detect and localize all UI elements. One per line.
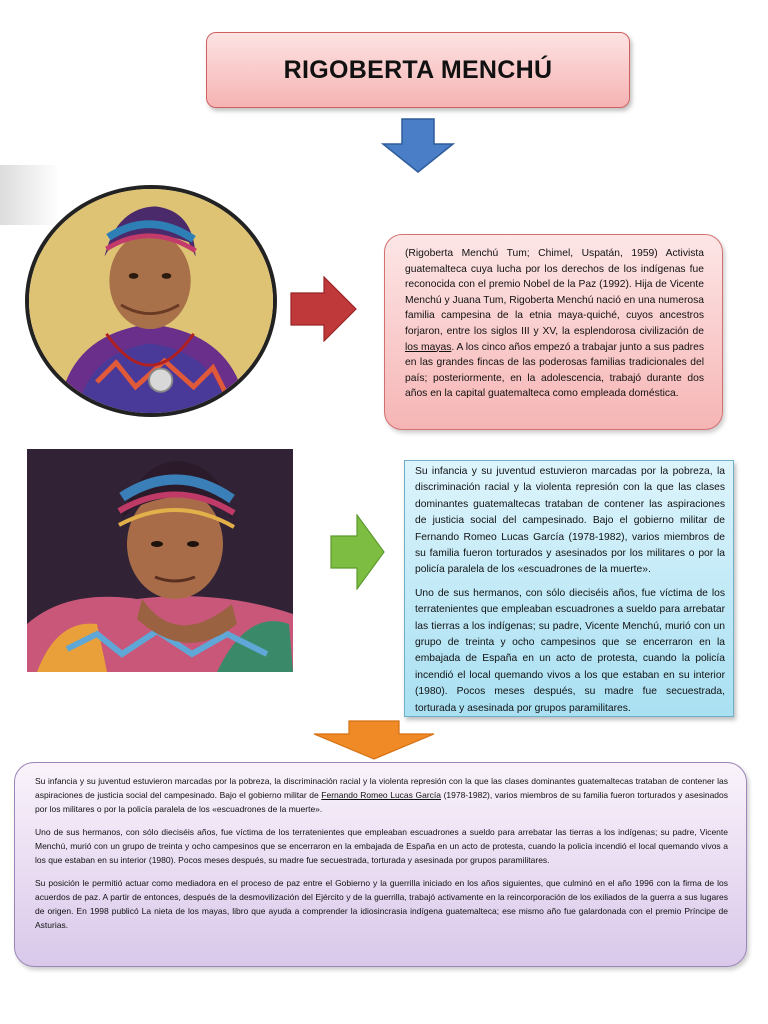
bio2-paragraph-1: Su infancia y su juventud estuvieron marcadas por la pobreza, la discriminación racial y la violenta represión con la que las clases dominantes guatemaltecas trataban de contener las aspiraciones de justicia social del campesinado. Bajo el gobierno militar de Fernando Romeo Lucas García (1978-1982), varios miembros de su familia fueron torturados y asesinados por los militares o por la policía paralela de los «escuadrones de la muerte». <box>415 466 725 576</box>
arrow-right-green-icon <box>330 514 386 590</box>
biography-intro-box <box>384 234 723 430</box>
bio3-p1-start: Su infancia y su juventud estuvieron marcadas por la pobreza, la discriminación racial y la violenta represión con la que las clases dominantes guatemaltecas trataban de contener las aspiraciones de justicia social del campesinado. Bajo el gobierno militar de <box>35 776 728 800</box>
bio3-paragraph-1 <box>35 774 728 816</box>
portrait-photo-rect <box>27 449 293 672</box>
bio1-text-start: (Rigoberta Menchú Tum; Chimel, Uspatán, 1959) Activista guatemalteca cuya lucha por los derechos de los indígenas fue reconocida con el premio Nobel de la Paz (1992). Hija de Vicente Menchú y Juana Tum, Rigoberta Menchú nació en una numerosa familia campesina de la etnia maya-quiché, cuyos ancestros forjaron, entre los siglos III y XV, la esplendorosa civilización de <box>405 248 704 337</box>
bio3-p1-end: (1978-1982), varios miembros de su familia fueron torturados y asesinados por los militares o por la policía paralela de los «escuadrones de la muerte». <box>35 790 729 814</box>
title-box <box>206 32 630 108</box>
bio3-paragraph-2: Uno de sus hermanos, con sólo dieciséis años, fue víctima de los terratenientes que empleaban escuadrones a sueldo para arrebatar las tierras a los indígenas; su padre, Vicente Menchú, murió con un grupo de treinta y ocho campesinos que se encerraron en la embajada de España en un acto de protesta, cuando la policía incendió el local quemando vivos a los que estaban en su interior (1980). Pocos meses después, su madre fue secuestrada, torturada y asesinada por grupos paramilitares. <box>35 827 728 865</box>
portrait-photo-circle <box>25 185 277 417</box>
arrow-down-orange-icon <box>312 720 436 760</box>
page-title: RIGOBERTA MENCHÚ <box>283 55 553 84</box>
arrow-right-red-icon <box>290 276 358 342</box>
bio3-paragraph-3: Su posición le permitió actuar como mediadora en el proceso de paz entre el Gobierno y la guerrilla iniciado en los años siguientes, que culminó en el año 1996 con la firma de los acuerdos de paz. A partir de entonces, después de la desmovilización del Ejército y de la guerrilla, trabajó activamente en la reincorporación de los exiliados de la guerra a sus lugares de origen. En 1998 publicó La nieta de los mayas, libro que ayuda a comprender la idiosincrasia indígena guatemalteca; ese mismo año fue galardonada con el premio Príncipe de Asturias. <box>35 878 728 930</box>
lucas-garcia-link[interactable]: Fernando Romeo Lucas García <box>321 790 441 800</box>
side-shade <box>0 165 60 225</box>
los-mayas-link[interactable]: los mayas <box>405 341 452 353</box>
biography-summary-box <box>14 762 747 967</box>
biography-youth-box <box>404 460 734 717</box>
arrow-down-blue-icon <box>381 118 455 174</box>
bio1-text-end: . A los cinco años empezó a trabajar junto a sus padres en las grandes fincas de las poderosas familias tradicionales del país; posteriormente, en la adolescencia, trabajó durante dos años en la capital guatemalteca como empleada doméstica. <box>405 341 704 400</box>
bio2-paragraph-2: Uno de sus hermanos, con sólo dieciséis años, fue víctima de los terratenientes que empleaban escuadrones a sueldo para arrebatar las tierras a los indígenas; su padre, Vicente Menchú, murió con un grupo de treinta y ocho campesinos que se encerraron en la embajada de España en un acto de protesta, cuando la policía incendió el local quemando vivos a los que estaban en su interior (1980). Pocos meses después, su madre fue secuestrada, torturada y asesinada por grupos paramilitares. <box>415 587 725 714</box>
